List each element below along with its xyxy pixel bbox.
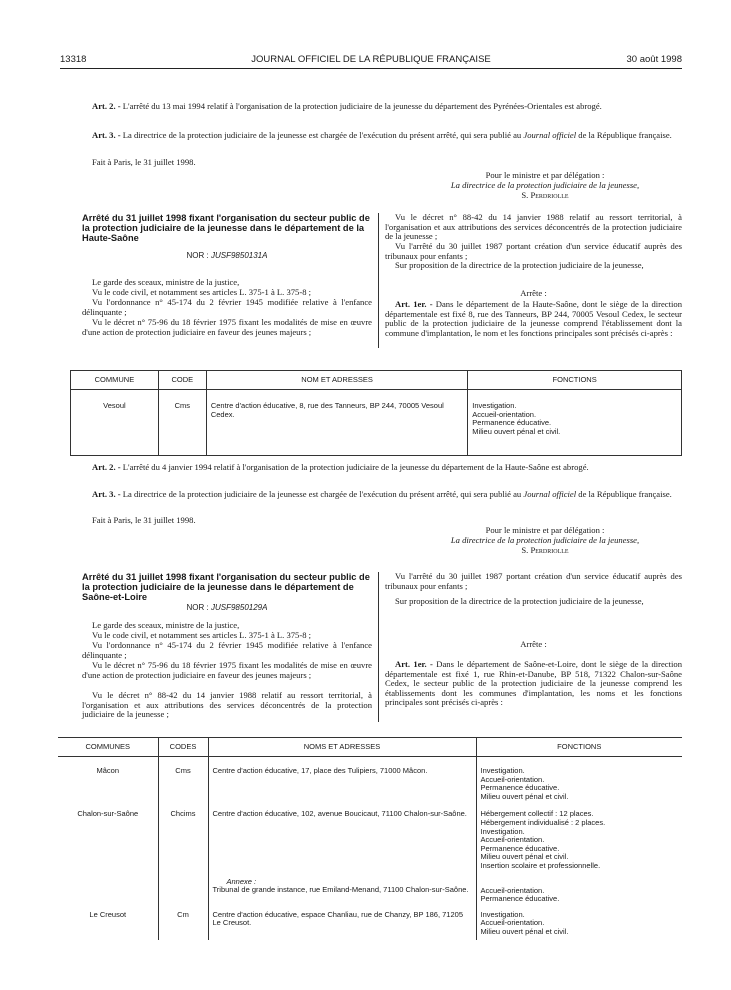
column-separator [378, 572, 379, 722]
cell-fonctions: Investigation. Accueil-orientation. Permanence éducative. Milieu ouvert pénal et civil. [468, 390, 682, 456]
a1-vu-ordonnance: Vu l'ordonnance n° 45-174 du 2 février 1945 modifiée relative à l'enfance délinquante ; [82, 297, 372, 317]
a2-vu-ordonnance: Vu l'ordonnance n° 45-174 du 2 février 1945 modifiée relative à l'enfance délinquante ; [82, 640, 372, 660]
column-separator [378, 213, 379, 348]
a2-vu-code: Vu le code civil, et notamment ses articles L. 375-1 à L. 375-8 ; [92, 630, 312, 640]
cell-adresse: Centre d'action éducative, espace Chanliau, rue de Chanzy, BP 186, 71205 Le Creusot. [208, 907, 476, 940]
table-header-row [58, 738, 682, 757]
cell-fonctions: Accueil-orientation. Permanence éducative. [476, 874, 682, 907]
a1-article-2: Art. 2. - L'arrêté du 4 janvier 1994 relatif à l'organisation de la protection judiciaire de la jeunesse du département de la Haute-Saône est abrogé. [92, 462, 589, 472]
cell-adresse: Annexe : Tribunal de grande instance, rue Emiland-Menand, 71100 Chalon-sur-Saône. [208, 874, 476, 907]
journal-title: JOURNAL OFFICIEL DE LA RÉPUBLIQUE FRANÇAISE [251, 54, 491, 65]
cell-adresse: Centre d'action éducative, 102, avenue Boucicaut, 71100 Chalon-sur-Saône. [208, 804, 476, 873]
cell-commune: Chalon-sur-Saône [77, 809, 139, 819]
cell-fonctions: Investigation. Accueil-orientation. Milieu ouvert pénal et civil. [476, 907, 682, 940]
a1-vu-decret-1988: Vu le décret n° 88-42 du 14 janvier 1988 relatif au ressort territorial, à l'organisation et aux attributions des services déconcentrés de la protection judiciaire de la jeunesse ; [385, 212, 682, 241]
a1-minister: Le garde des sceaux, ministre de la justice, [92, 277, 240, 287]
top-signature: Pour le ministre et par délégation : La directrice de la protection judiciaire de la jeunesse, S. Perdriolle [450, 170, 640, 200]
col-header-adresses: NOM ET ADRESSES [206, 371, 467, 390]
col-header-codes: CODES [158, 738, 208, 757]
cell-commune: Mâcon [96, 766, 119, 775]
annexe-label: Annexe : [226, 876, 257, 886]
cell-fonctions: Hébergement collectif : 12 places. Hébergement individualisé : 2 places. Investigation. Accueil-orientation. Permanence éducative. Milieu ouvert pénal et civil. Insertion scolaire et professionnelle. [476, 804, 682, 873]
cell-commune: Le Creusot [89, 909, 127, 919]
cell-commune: Vesoul [103, 401, 126, 410]
a1-arrete: Arrête : [520, 288, 547, 298]
a1-title: Arrêté du 31 juillet 1998 fixant l'organisation du secteur public de la protection judiciaire de la jeunesse dans le département de la Haute-Saône [82, 213, 370, 243]
cell-code [158, 874, 208, 907]
a1-proposition: Sur proposition de la directrice de la protection judiciaire de la jeunesse, [395, 260, 644, 270]
table-row [71, 390, 682, 456]
col-header-communes: COMMUNES [58, 738, 158, 757]
header-rule [60, 68, 682, 69]
page-number: 13318 [60, 54, 87, 65]
col-header-fonctions: FONCTIONS [476, 738, 682, 757]
a1-fait: Fait à Paris, le 31 juillet 1998. [92, 515, 196, 525]
a2-vu-decret-1975: Vu le décret n° 75-96 du 18 février 1975 fixant les modalités de mise en œuvre d'une action de protection judiciaire en faveur des jeunes majeurs ; [82, 660, 372, 680]
a1-nor: NOR : JUSF9850131A [186, 251, 268, 260]
a2-proposition: Sur proposition de la directrice de la protection judiciaire de la jeunesse, [395, 596, 644, 606]
col-header-fonctions: FONCTIONS [468, 371, 682, 390]
top-article-3: Art. 3. - La directrice de la protection judiciaire de la jeunesse est chargée de l'exécution du présent arrêté, qui sera publié au Journal officiel de la République française. [92, 130, 672, 140]
table-row [58, 804, 682, 873]
a2-vu-arrete-1987: Vu l'arrêté du 30 juillet 1987 portant création d'un service éducatif auprès des tribunaux pour enfants ; [385, 571, 682, 591]
a2-arrete: Arrête : [520, 639, 547, 649]
table-row [58, 874, 682, 907]
a2-article-1: Art. 1er. - Dans le département de Saône-et-Loire, dont le siège de la direction départementale est fixé 1, rue Rhin-et-Danube, BP 518, 71322 Chalon-sur-Saône Cedex, le secteur public de la protection judiciaire de la jeunesse comprend les établissements dont les communes d'implantation, les noms et les fonctions principales sont précisés ci-après : [385, 659, 682, 707]
cell-adresse: Centre d'action éducative, 17, place des Tulipiers, 71000 Mâcon. [208, 757, 476, 805]
a1-vu-code: Vu le code civil, et notamment ses articles L. 375-1 à L. 375-8 ; [92, 287, 312, 297]
a2-table [58, 737, 682, 940]
cell-code: Cm [158, 907, 208, 940]
col-header-adresses: NOMS ET ADRESSES [208, 738, 476, 757]
page-header [60, 54, 682, 68]
cell-commune [58, 874, 158, 907]
a1-article-1: Art. 1er. - Dans le département de la Haute-Saône, dont le siège de la direction départementale est fixé 8, rue des Tanneurs, BP 244, 70005 Vesoul Cedex, le secteur public de la protection judiciaire de la jeunesse comprend l'établissement dont la commune d'implantation, le nom et les fonctions principales sont précisés ci-après : [385, 299, 682, 338]
a2-title: Arrêté du 31 juillet 1998 fixant l'organisation du secteur public de la protection judiciaire de la jeunesse dans le département de Saône-et-Loire [82, 572, 370, 602]
a1-vu-arrete-1987: Vu l'arrêté du 30 juillet 1987 portant création d'un service éducatif auprès des tribunaux pour enfants ; [385, 241, 682, 261]
top-article-2: Art. 2. - L'arrêté du 13 mai 1994 relatif à l'organisation de la protection judiciaire de la jeunesse du département des Pyrénées-Orientales est abrogé. [92, 101, 602, 111]
a1-signature: Pour le ministre et par délégation : La directrice de la protection judiciaire de la jeunesse, S. Perdriolle [450, 525, 640, 555]
a2-minister: Le garde des sceaux, ministre de la justice, [92, 620, 240, 630]
a2-vu-decret-1988: Vu le décret n° 88-42 du 14 janvier 1988 relatif au ressort territorial, à l'organisation et aux attributions des services déconcentrés de la protection judiciaire de la jeunesse ; [82, 690, 372, 719]
cell-fonctions: Investigation. Accueil-orientation. Permanence éducative. Milieu ouvert pénal et civil. [476, 757, 682, 805]
table-row [58, 757, 682, 805]
cell-code: Cms [158, 390, 206, 456]
cell-code: Chcims [158, 804, 208, 873]
cell-code: Cms [158, 757, 208, 805]
cell-adresse: Centre d'action éducative, 8, rue des Tanneurs, BP 244, 70005 Vesoul Cedex. [206, 390, 467, 456]
col-header-code: CODE [158, 371, 206, 390]
a1-article-3: Art. 3. - La directrice de la protection judiciaire de la jeunesse est chargée de l'exécution du présent arrêté, qui sera publié au Journal officiel de la République française. [92, 489, 672, 499]
table-header-row [71, 371, 682, 390]
a2-nor: NOR : JUSF9850129A [186, 603, 268, 612]
a1-vu-decret-1975: Vu le décret n° 75-96 du 18 février 1975 fixant les modalités de mise en œuvre d'une action de protection judiciaire en faveur des jeunes majeurs ; [82, 317, 372, 337]
table-row [58, 907, 682, 940]
top-fait: Fait à Paris, le 31 juillet 1998. [92, 157, 196, 167]
issue-date: 30 août 1998 [626, 54, 682, 65]
a1-table [70, 370, 682, 456]
col-header-commune: COMMUNE [71, 371, 159, 390]
